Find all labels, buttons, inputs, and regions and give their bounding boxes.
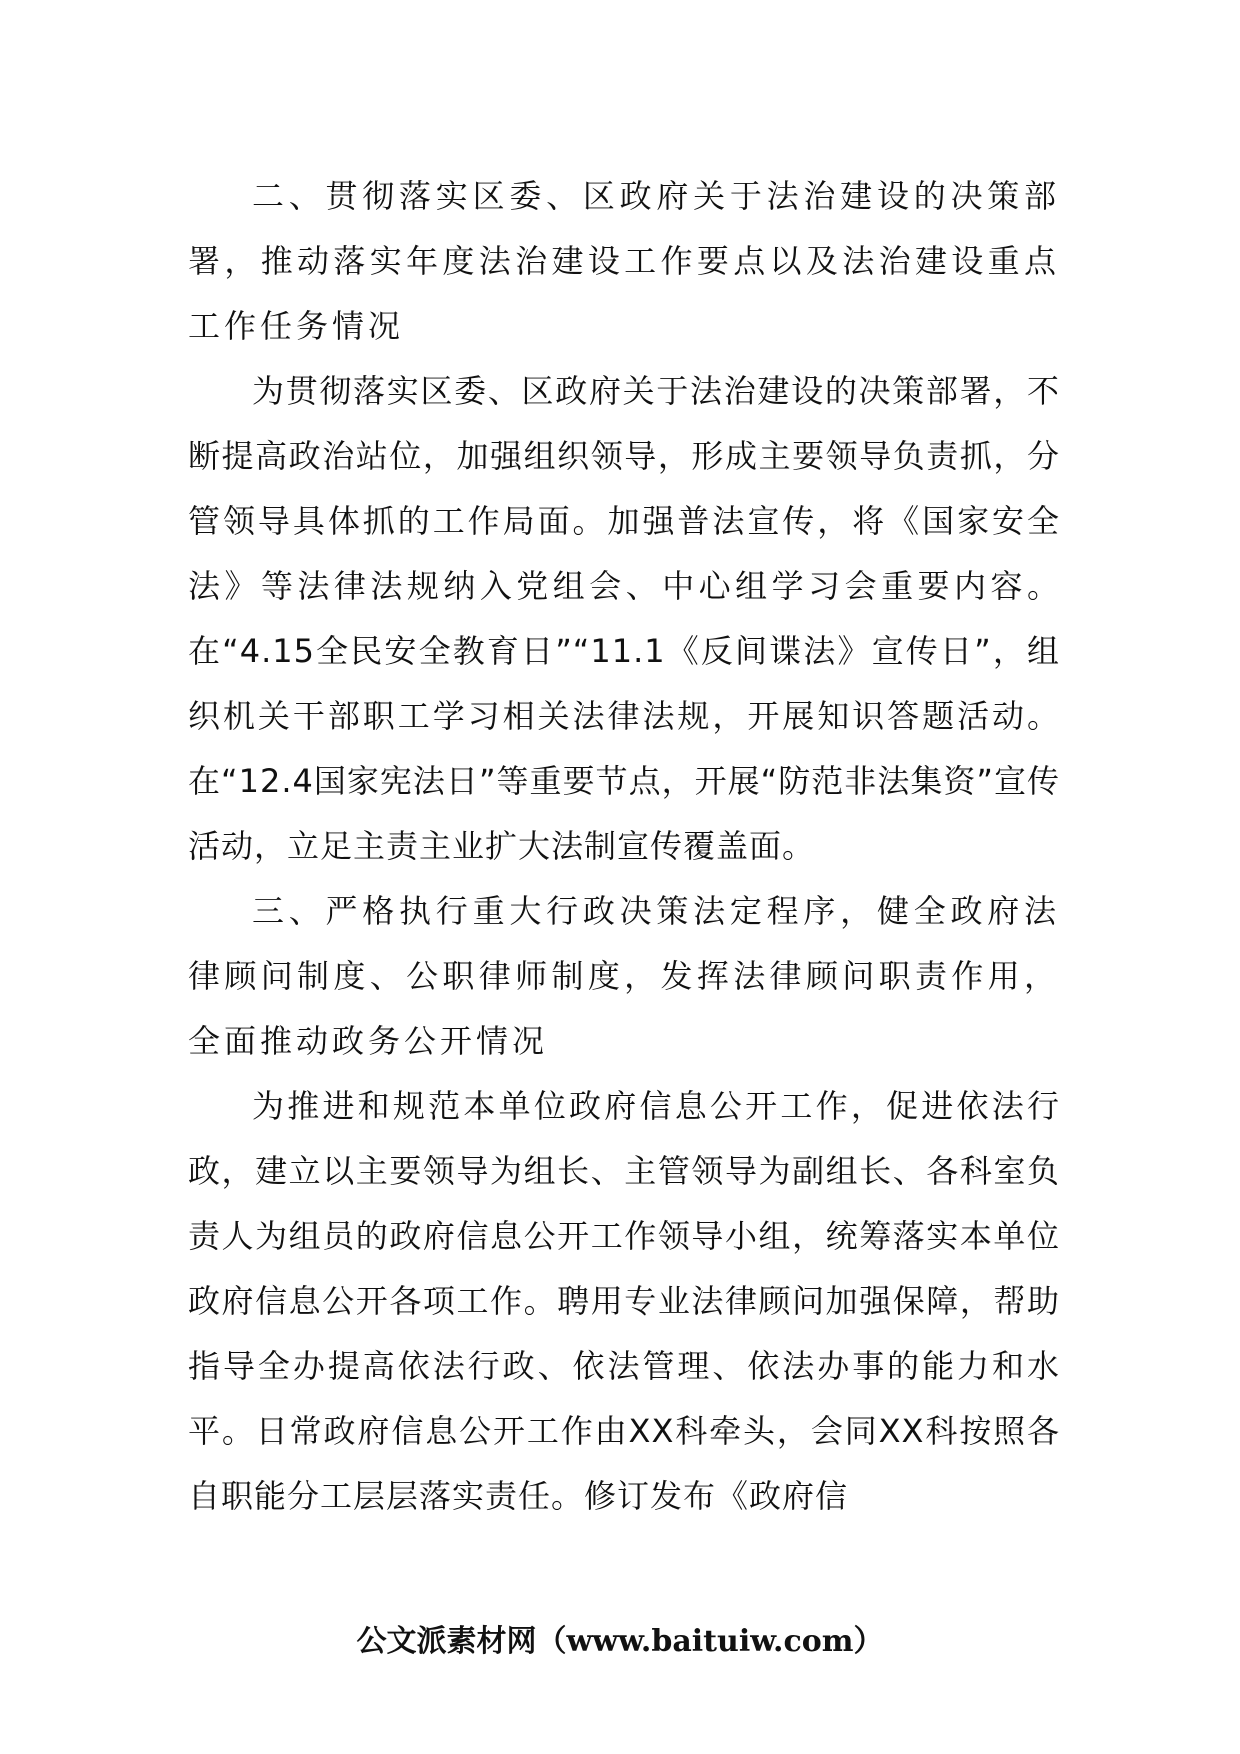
document-body: [188, 164, 1060, 1624]
body-paragraph-1: 为贯彻落实区委、区政府关于法治建设的决策部署，不断提高政治站位，加强组织领导，形成主要领导负责抓，分管领导具体抓的工作局面。加强普法宣传，将《国家安全法》等法律法规纳入党组会、中心组学习会重要内容。在“4.15全民安全教育日”“11.1《反间谍法》宣传日”，组织机关干部职工学习相关法律法规，开展知识答题活动。在“12.4国家宪法日”等重要节点，开展“防范非法集资”宣传活动，立足主责主业扩大法制宣传覆盖面。: [188, 372, 1060, 865]
section-heading-3: 三、严格执行重大行政决策法定程序，健全政府法律顾问制度、公职律师制度，发挥法律顾问职责作用，全面推动政务公开情况: [188, 892, 1060, 1060]
body-paragraph-2: 为推进和规范本单位政府信息公开工作，促进依法行政，建立以主要领导为组长、主管领导为副组长、各科室负责人为组员的政府信息公开工作领导小组，统筹落实本单位政府信息公开各项工作。聘用专业法律顾问加强保障，帮助指导全办提高依法行政、依法管理、依法办事的能力和水平。日常政府信息公开工作由XX科牵头，会同XX科按照各自职能分工层层落实责任。修订发布《政府信: [188, 1087, 1060, 1515]
section-heading-2: 二、贯彻落实区委、区政府关于法治建设的决策部署，推动落实年度法治建设工作要点以及法治建设重点工作任务情况: [188, 177, 1060, 345]
footer-watermark: 公文派素材网（www.baituiw.com）: [356, 1624, 884, 1659]
